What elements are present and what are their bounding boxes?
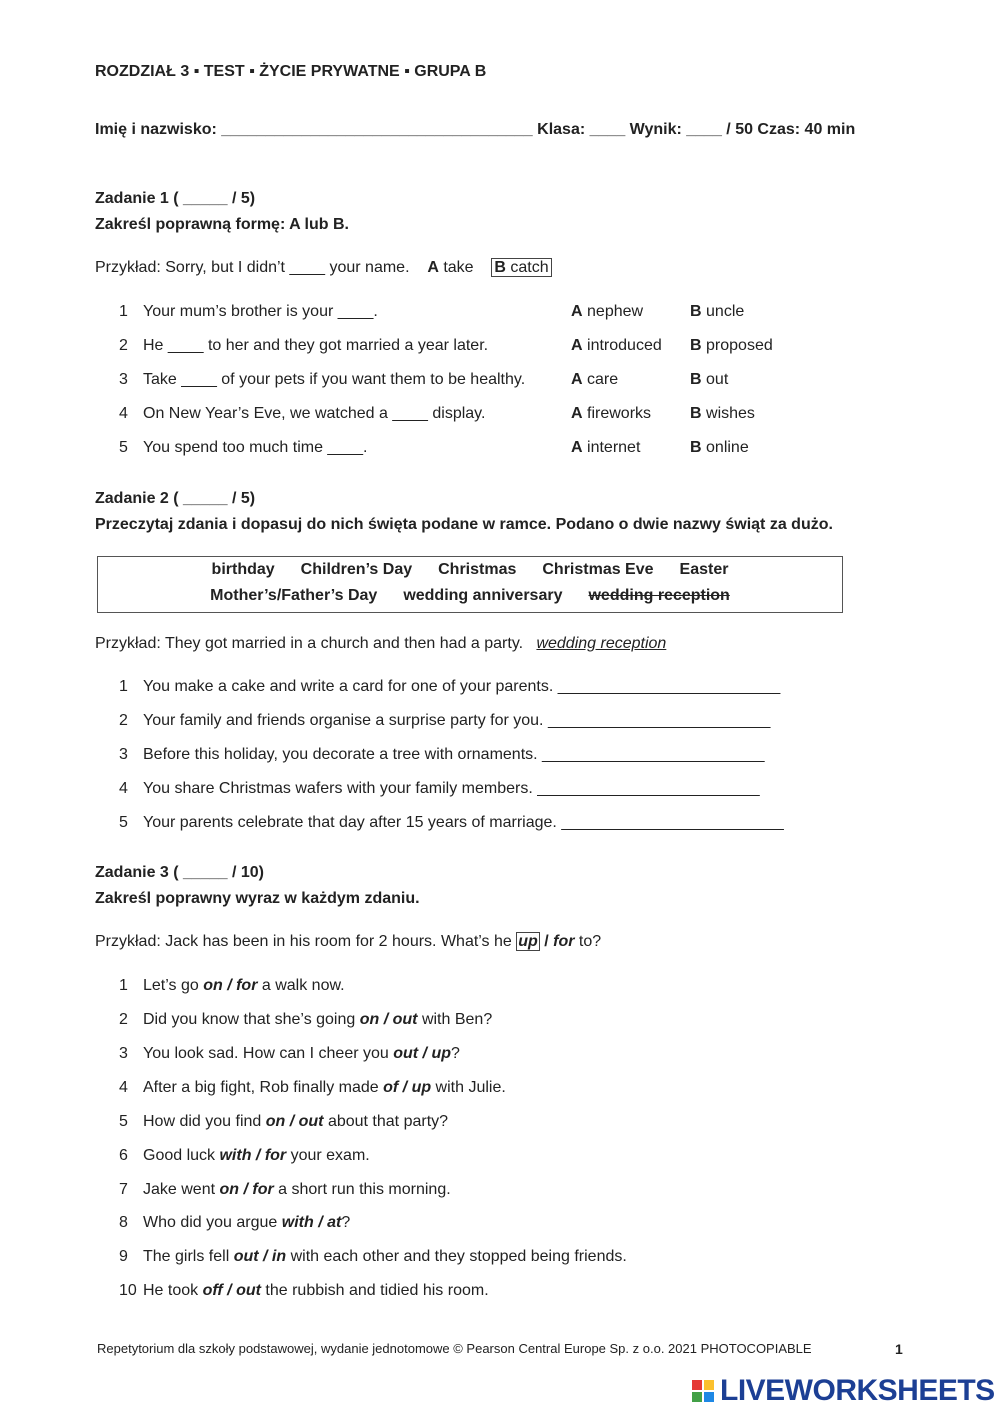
option-b-letter: B [690, 439, 702, 456]
task2-instruction: Przeczytaj zdania i dopasuj do nich święta podane w ramce. Podano o dwie nazwy świąt za dużo. [95, 516, 833, 533]
sentence-after: a short run this morning. [273, 1181, 451, 1198]
option-a-text: introduced [587, 337, 662, 354]
choice-options[interactable]: off / out [202, 1282, 261, 1299]
item-text-with-blank[interactable]: Your parents celebrate that day after 15 years of marriage. _________________________ [143, 814, 784, 831]
item-sentence [143, 1214, 350, 1232]
item-text: He ____ to her and they got married a year later. [143, 337, 489, 354]
item-sentence [143, 977, 345, 995]
item-number: 1 [119, 977, 128, 994]
option-a-text: nephew [587, 303, 644, 320]
option-b-text: wishes [706, 405, 755, 422]
task3-item [0, 1079, 1000, 1103]
footer-text: Repetytorium dla szkoły podstawowej, wydanie jednotomowe © Pearson Central Europe Sp. z o.o. 2021 PHOTOCOPIABLE [97, 1341, 812, 1356]
item-text: Take ____ of your pets if you want them to be healthy. [143, 371, 526, 388]
sentence-before: After a big fight, Rob finally made [143, 1079, 384, 1096]
task2-item [0, 780, 1000, 804]
item-text-with-blank[interactable]: You make a cake and write a card for one of your parents. _________________________ [143, 678, 781, 695]
task1-example-a-letter: A [427, 259, 439, 276]
choice-options[interactable]: on / for [219, 1181, 274, 1198]
task1-item [0, 303, 1000, 327]
word-box-item: wedding anniversary [403, 587, 563, 604]
item-number: 9 [119, 1248, 128, 1265]
task3-item [0, 1214, 1000, 1238]
option-b[interactable] [690, 371, 728, 389]
logo-square [692, 1380, 702, 1390]
task2-example-answer: wedding reception [536, 635, 667, 652]
task3-item [0, 1011, 1000, 1035]
item-number: 5 [119, 439, 128, 456]
sentence-before: Jake went [143, 1181, 220, 1198]
choice-options[interactable]: on / out [265, 1113, 324, 1130]
item-text-with-blank[interactable]: Before this holiday, you decorate a tree with ornaments. _________________________ [143, 746, 765, 763]
task3-example-suffix: to? [574, 933, 602, 950]
sentence-after: about that party? [323, 1113, 449, 1130]
option-b-letter: B [690, 303, 702, 320]
task1-example-answer-box [491, 258, 551, 277]
item-number: 4 [119, 405, 128, 422]
task1-example [95, 259, 552, 277]
task3-item [0, 1181, 1000, 1205]
option-a-text: internet [587, 439, 641, 456]
option-a-text: care [587, 371, 619, 388]
option-a-letter: A [571, 337, 583, 354]
word-box-item: birthday [211, 561, 275, 578]
task2-item [0, 712, 1000, 736]
task3-item [0, 1113, 1000, 1137]
task2-item [0, 814, 1000, 838]
option-b[interactable] [690, 405, 755, 423]
task1-instruction: Zakreśl poprawną formę: A lub B. [95, 216, 349, 233]
liveworksheets-logo[interactable] [692, 1376, 995, 1406]
option-a[interactable] [571, 303, 643, 321]
item-number: 3 [119, 371, 128, 388]
sentence-after: your exam. [286, 1147, 370, 1164]
sentence-after: with Julie. [431, 1079, 506, 1096]
choice-options[interactable]: on / for [203, 977, 258, 994]
sentence-before: He took [143, 1282, 203, 1299]
item-number: 5 [119, 814, 128, 831]
sentence-before: How did you find [143, 1113, 266, 1130]
item-number: 6 [119, 1147, 128, 1164]
task1-example-a-text: take [443, 259, 474, 276]
sentence-before: Who did you argue [143, 1214, 282, 1231]
word-box-item: Mother’s/Father’s Day [210, 587, 378, 604]
item-number: 7 [119, 1181, 128, 1198]
item-number: 10 [119, 1282, 137, 1299]
sentence-before: You look sad. How can I cheer you [143, 1045, 394, 1062]
item-text-with-blank[interactable]: Your family and friends organise a surprise party for you. _________________________ [143, 712, 771, 729]
task2-item [0, 746, 1000, 770]
option-a-text: fireworks [587, 405, 652, 422]
task1-item [0, 337, 1000, 361]
item-sentence [143, 1079, 506, 1097]
task1-example-b-text: catch [510, 259, 549, 276]
item-number: 2 [119, 712, 128, 729]
item-number: 5 [119, 1113, 128, 1130]
logo-square [704, 1392, 714, 1402]
task3-item [0, 977, 1000, 1001]
option-a-letter: A [571, 439, 583, 456]
item-number: 2 [119, 1011, 128, 1028]
item-text: On New Year’s Eve, we watched a ____ display. [143, 405, 486, 422]
option-a[interactable] [571, 439, 640, 457]
task3-example-separator: / [539, 933, 554, 950]
page-title: ROZDZIAŁ 3 ▪ TEST ▪ ŻYCIE PRYWATNE ▪ GRUPA B [95, 63, 487, 80]
sentence-after: ? [451, 1045, 460, 1062]
sentence-after: with Ben? [417, 1011, 493, 1028]
item-number: 1 [119, 678, 128, 695]
item-sentence [143, 1011, 492, 1029]
item-sentence [143, 1181, 451, 1199]
option-b-text: out [706, 371, 729, 388]
logo-mark-icon [692, 1380, 714, 1402]
sentence-after: a walk now. [257, 977, 345, 994]
task1-item [0, 439, 1000, 463]
choice-options[interactable]: with / at [281, 1214, 342, 1231]
option-b-text: proposed [706, 337, 773, 354]
word-box-item: Christmas Eve [542, 561, 654, 578]
task2-example [95, 635, 666, 653]
option-b-letter: B [690, 337, 702, 354]
logo-text: LIVEWORKSHEETS [720, 1374, 995, 1407]
option-a-letter: A [571, 371, 583, 388]
option-b[interactable] [690, 439, 749, 457]
word-box-item: wedding reception [588, 587, 730, 604]
task1-example-prefix: Przykład: Sorry, but I didn’t ____ your name. [95, 259, 410, 276]
choice-options[interactable]: of / up [383, 1079, 432, 1096]
task1-item [0, 371, 1000, 395]
page-number: 1 [895, 1341, 903, 1357]
choice-options[interactable]: out / in [233, 1248, 287, 1265]
task3-instruction: Zakreśl poprawny wyraz w każdym zdaniu. [95, 890, 420, 907]
task3-example-prefix: Przykład: Jack has been in his room for 2 hours. What’s he [95, 933, 512, 950]
option-b[interactable] [690, 337, 773, 355]
task1-heading: Zadanie 1 ( _____ / 5) [95, 190, 256, 207]
task3-item [0, 1282, 1000, 1306]
item-text: You spend too much time ____. [143, 439, 368, 456]
word-box-item: Children’s Day [300, 561, 413, 578]
item-sentence [143, 1113, 448, 1131]
item-sentence [143, 1248, 627, 1266]
item-sentence [143, 1282, 489, 1300]
word-box [97, 556, 843, 613]
item-number: 2 [119, 337, 128, 354]
task2-example-prefix: Przykład: They got married in a church and then had a party. [95, 635, 524, 652]
task3-example [95, 933, 601, 951]
item-sentence [143, 1045, 460, 1063]
word-box-item: Christmas [438, 561, 517, 578]
word-box-row-1 [98, 561, 842, 579]
student-info-line: Imię i nazwisko: ___________________________________ Klasa: ____ Wynik: ____ / 50 Czas: 40 min [95, 121, 856, 138]
option-b-letter: B [690, 405, 702, 422]
task3-heading: Zadanie 3 ( _____ / 10) [95, 864, 264, 881]
option-b[interactable] [690, 303, 744, 321]
word-box-item: Easter [679, 561, 729, 578]
item-number: 3 [119, 1045, 128, 1062]
sentence-after: with each other and they stopped being friends. [286, 1248, 627, 1265]
item-sentence [143, 1147, 370, 1165]
choice-options[interactable]: out / up [393, 1045, 451, 1062]
item-number: 4 [119, 1079, 128, 1096]
task3-item [0, 1045, 1000, 1069]
task2-heading: Zadanie 2 ( _____ / 5) [95, 490, 256, 507]
logo-square [704, 1380, 714, 1390]
option-a-letter: A [571, 405, 583, 422]
item-number: 4 [119, 780, 128, 797]
item-number: 1 [119, 303, 128, 320]
option-b-text: uncle [706, 303, 745, 320]
item-number: 8 [119, 1214, 128, 1231]
item-number: 3 [119, 746, 128, 763]
item-text-with-blank[interactable]: You share Christmas wafers with your family members. _________________________ [143, 780, 760, 797]
task3-example-correct-option: up [518, 933, 538, 950]
sentence-before: Did you know that she’s going [143, 1011, 360, 1028]
choice-options[interactable]: on / out [359, 1011, 418, 1028]
task2-item [0, 678, 1000, 702]
option-a[interactable] [571, 405, 651, 423]
task1-example-b-letter: B [494, 259, 506, 276]
task3-example-wrong-option: for [553, 933, 575, 950]
option-b-text: online [706, 439, 749, 456]
sentence-before: The girls fell [143, 1248, 234, 1265]
task1-item [0, 405, 1000, 429]
task3-item [0, 1147, 1000, 1171]
task3-item [0, 1248, 1000, 1272]
choice-options[interactable]: with / for [219, 1147, 287, 1164]
option-a-letter: A [571, 303, 583, 320]
sentence-after: the rubbish and tidied his room. [260, 1282, 489, 1299]
sentence-before: Let’s go [143, 977, 204, 994]
sentence-after: ? [341, 1214, 351, 1231]
item-text: Your mum’s brother is your ____. [143, 303, 378, 320]
option-a[interactable] [571, 337, 662, 355]
option-a[interactable] [571, 371, 618, 389]
logo-square [692, 1392, 702, 1402]
sentence-before: Good luck [143, 1147, 220, 1164]
option-b-letter: B [690, 371, 702, 388]
word-box-row-2 [98, 587, 842, 605]
